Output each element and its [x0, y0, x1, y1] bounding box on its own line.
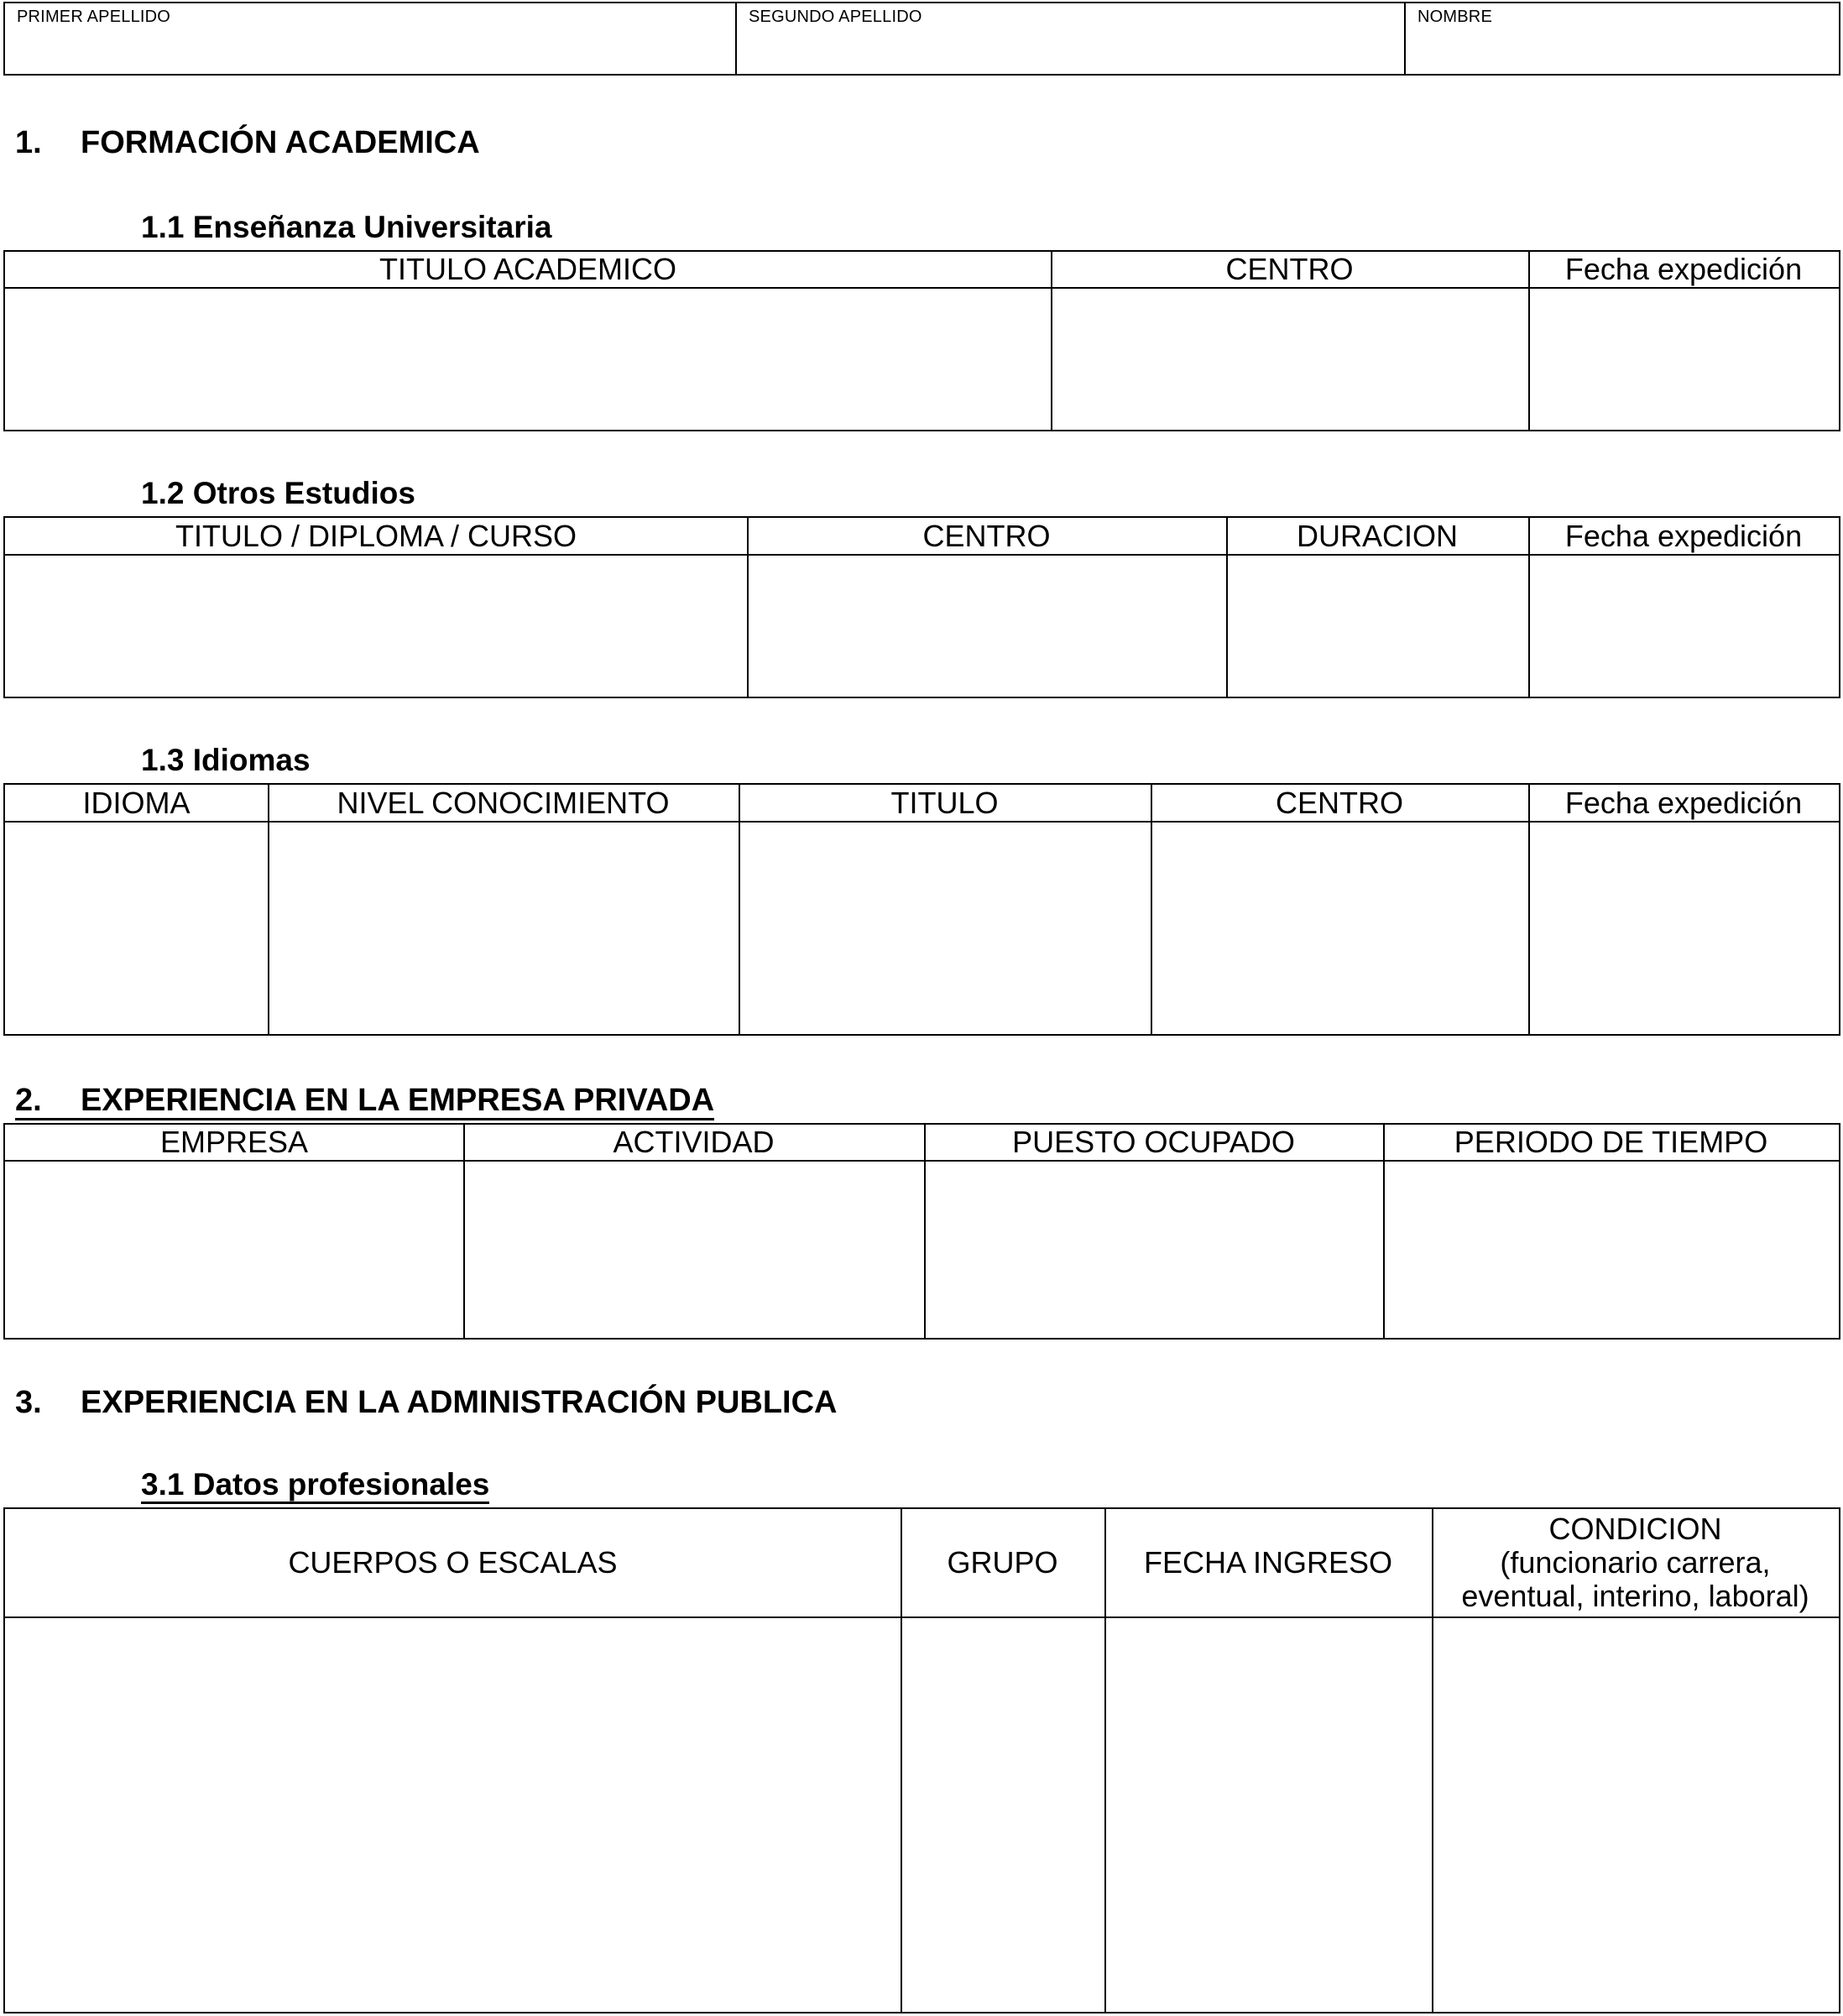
column-divider [1226, 518, 1228, 697]
column-divider [463, 1125, 465, 1338]
subsection-1-2-number: 1.2 [141, 476, 185, 510]
column-divider [1104, 1509, 1106, 2012]
languages-header-title: TITULO [890, 785, 999, 820]
section-2-underlined [15, 1083, 714, 1120]
subsection-1-1-heading [141, 210, 551, 245]
languages-table [3, 783, 1840, 1036]
languages-header-level: NIVEL CONOCIMIENTO [337, 785, 670, 820]
section-1-number: 1. [15, 125, 42, 160]
subsection-3-1-number: 3.1 [141, 1467, 185, 1502]
university-header-row [5, 252, 1839, 289]
other-studies-header-row [5, 518, 1839, 556]
languages-header-date: Fecha expedición [1564, 785, 1803, 820]
section-1-title: FORMACIÓN ACADEMICA [81, 125, 480, 160]
section-2-heading [15, 1082, 714, 1119]
condition-line-3: eventual, interino, laboral) [1461, 1579, 1809, 1613]
name-label: NOMBRE [1417, 8, 1492, 26]
languages-header-language: IDIOMA [82, 785, 191, 820]
private-header-company: EMPRESA [159, 1125, 309, 1159]
university-header-center: CENTRO [1225, 252, 1354, 286]
column-divider [901, 1509, 902, 2012]
languages-header-center: CENTRO [1276, 785, 1403, 820]
other-studies-header-center: CENTRO [922, 518, 1051, 553]
condition-line-2: (funcionario carrera, [1500, 1545, 1771, 1580]
column-divider [1528, 252, 1530, 430]
subsection-1-1-number: 1.1 [141, 210, 185, 244]
subsection-3-1-heading [141, 1467, 489, 1502]
university-header-date: Fecha expedición [1564, 252, 1803, 286]
other-studies-header-duration: DURACION [1296, 518, 1458, 553]
subsection-1-2-heading [141, 476, 415, 511]
second-surname-field[interactable] [735, 3, 1404, 74]
private-header-activity: ACTIVIDAD [613, 1125, 775, 1159]
column-divider [747, 518, 749, 697]
private-header-position: PUESTO OCUPADO [1012, 1125, 1295, 1159]
professional-header-condition [1432, 1509, 1839, 1616]
name-field[interactable] [1404, 3, 1839, 74]
subsection-3-1-title: Datos profesionales [192, 1467, 490, 1502]
languages-header-row [5, 785, 1839, 823]
column-divider [1051, 252, 1052, 430]
subsection-1-3-heading [141, 743, 311, 778]
professional-data-table [3, 1507, 1840, 2013]
first-surname-field[interactable] [5, 3, 735, 74]
column-divider [924, 1125, 926, 1338]
subsection-1-3-number: 1.3 [141, 743, 185, 777]
column-divider [1528, 785, 1530, 1034]
column-divider [1528, 518, 1530, 697]
other-studies-table [3, 516, 1840, 698]
condition-line-1: CONDICION [1548, 1512, 1722, 1546]
subsection-1-1-title: Enseñanza Universitaria [192, 210, 552, 244]
other-studies-header-date: Fecha expedición [1564, 518, 1803, 553]
private-experience-header-row [5, 1125, 1839, 1162]
professional-header-row [5, 1509, 1839, 1618]
university-header-title: TITULO ACADEMICO [379, 252, 677, 286]
professional-header-entry-date: FECHA INGRESO [1143, 1545, 1393, 1580]
name-fields-row [3, 2, 1840, 76]
second-surname-label: SEGUNDO APELLIDO [749, 8, 922, 26]
first-surname-label: PRIMER APELLIDO [17, 8, 171, 26]
section-3-number: 3. [15, 1385, 42, 1420]
column-divider [268, 785, 269, 1034]
subsection-3-1-underlined [141, 1467, 489, 1504]
professional-header-group: GRUPO [947, 1545, 1058, 1580]
column-divider [1432, 1509, 1433, 2012]
professional-header-bodies: CUERPOS O ESCALAS [288, 1545, 618, 1580]
section-2-number: 2. [15, 1083, 42, 1118]
private-experience-table [3, 1123, 1840, 1340]
university-table [3, 250, 1840, 431]
subsection-1-3-title: Idiomas [192, 743, 311, 777]
section-1-heading [15, 124, 480, 161]
subsection-1-2-title: Otros Estudios [192, 476, 415, 510]
private-header-period: PERIODO DE TIEMPO [1454, 1125, 1768, 1159]
section-3-heading [15, 1384, 837, 1421]
column-divider [1383, 1125, 1385, 1338]
other-studies-header-title: TITULO / DIPLOMA / CURSO [175, 518, 577, 553]
section-2-title: EXPERIENCIA EN LA EMPRESA PRIVADA [81, 1083, 715, 1118]
column-divider [739, 785, 740, 1034]
column-divider [1151, 785, 1152, 1034]
section-3-title: EXPERIENCIA EN LA ADMINISTRACIÓN PUBLICA [81, 1385, 838, 1420]
